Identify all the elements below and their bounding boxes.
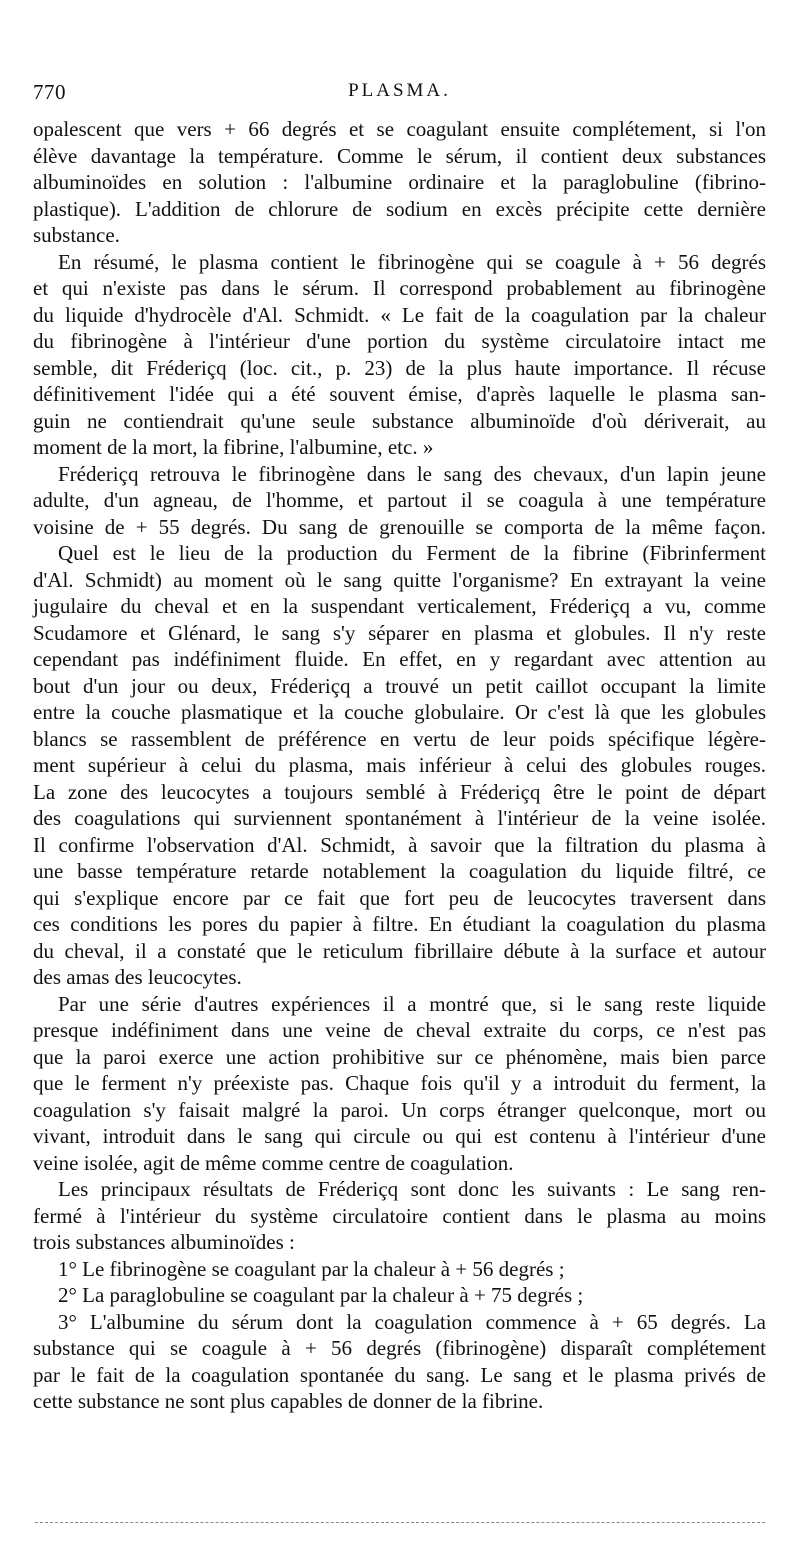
text-line: que le ferment n'y préexiste pas. Chaque fois qu'il y a introduit du ferment, la (33, 1071, 766, 1095)
text-line: coagulation s'y faisait malgré la paroi. Un corps étranger quelconque, mort ou (33, 1097, 766, 1122)
text-line: Il confirme l'observation d'Al. Schmidt, à savoir que la filtration du plasma à (33, 832, 766, 857)
text-line: qui s'explique encore par ce fait que fort peu de leucocytes traversent dans (33, 885, 766, 910)
text-line: substance qui se coagule à + 56 degrés (fibrinogène) disparaît complétement (33, 1336, 766, 1360)
text-line: blancs se rassemblent de préférence en vertu de leur poids spécifique légère- (33, 726, 766, 751)
text-line: et qui n'existe pas dans le sérum. Il correspond probablement au fibrinogène (33, 276, 766, 300)
text-line: 1° Le fibrinogène se coagulant par la chaleur à + 56 degrés ; (58, 1256, 565, 1281)
text-line: du liquide d'hydrocèle d'Al. Schmidt. « Le fait de la coagulation par la chaleur (33, 302, 766, 327)
text-line: des coagulations qui surviennent spontanément à l'intérieur de la veine isolée. (33, 806, 766, 830)
text-line: ment supérieur à celui du plasma, mais inférieur à celui des globules rouges. (33, 753, 766, 777)
book-page (33, 0, 766, 1563)
page-number: 770 (33, 80, 66, 104)
text-line: presque indéfiniment dans une veine de cheval extraite du corps, ce n'est pas (33, 1018, 766, 1042)
text-line: moment de la mort, la fibrine, l'albumine, etc. » (33, 435, 434, 459)
text-line: fermé à l'intérieur du système circulatoire contient dans le plasma au moins (33, 1203, 766, 1228)
page-header (33, 80, 766, 110)
text-line: 3° L'albumine du sérum dont la coagulation commence à + 65 degrés. La (58, 1309, 766, 1334)
footer-rule (35, 1522, 765, 1523)
text-line: Par une série d'autres expériences il a montré que, si le sang reste liquide (58, 991, 766, 1016)
text-line: du fibrinogène à l'intérieur d'une portion du système circulatoire intact me (33, 329, 766, 353)
text-line: Quel est le lieu de la production du Ferment de la fibrine (Fibrinferment (58, 541, 766, 565)
text-line: 2° La paraglobuline se coagulant par la chaleur à + 75 degrés ; (58, 1283, 584, 1307)
text-line: élève davantage la température. Comme le sérum, il contient deux substances (33, 143, 766, 168)
text-line: bout d'un jour ou deux, Fréderiçq a trouvé un petit caillot occupant la limite (33, 673, 766, 698)
text-line: Les principaux résultats de Fréderiçq sont donc les suivants : Le sang ren- (58, 1177, 766, 1201)
text-line: définitivement l'idée qui a été souvent émise, d'après laquelle le plasma san- (33, 382, 766, 406)
text-line: En résumé, le plasma contient le fibrinogène qui se coagule à + 56 degrés (58, 249, 766, 274)
text-line: trois substances albuminoïdes : (33, 1230, 295, 1254)
running-title: PLASMA. (348, 80, 451, 101)
text-line: substance. (33, 223, 120, 247)
text-line: guin ne contiendrait qu'une seule substance albuminoïde d'où dériverait, au (33, 408, 766, 433)
text-line: plastique). L'addition de chlorure de sodium en excès précipite cette dernière (33, 196, 766, 221)
text-line: par le fait de la coagulation spontanée du sang. Le sang et le plasma privés de (33, 1362, 766, 1387)
text-line: vivant, introduit dans le sang qui circule ou qui est contenu à l'intérieur d'une (33, 1124, 766, 1148)
text-line: albuminoïdes en solution : l'albumine ordinaire et la paraglobuline (fibrino- (33, 170, 766, 194)
text-line: adulte, d'un agneau, de l'homme, et partout il se coagula à une température (33, 488, 766, 512)
text-line: Fréderiçq retrouva le fibrinogène dans le sang des chevaux, d'un lapin jeune (58, 461, 766, 486)
text-line: jugulaire du cheval et en la suspendant verticalement, Fréderiçq a vu, comme (33, 594, 766, 618)
text-line: cette substance ne sont plus capables de donner de la fibrine. (33, 1389, 544, 1413)
text-line: La zone des leucocytes a toujours semblé à Fréderiçq être le point de départ (33, 779, 766, 804)
text-line: une basse température retarde notablement la coagulation du liquide filtré, ce (33, 859, 766, 883)
text-line: ces conditions les pores du papier à filtre. En étudiant la coagulation du plasma (33, 912, 766, 936)
text-line: voisine de + 55 degrés. Du sang de grenouille se comporta de la même façon. (33, 514, 766, 539)
text-line: d'Al. Schmidt) au moment où le sang quitte l'organisme? En extrayant la veine (33, 567, 766, 592)
text-line: veine isolée, agit de même comme centre de coagulation. (33, 1150, 514, 1175)
text-line: Scudamore et Glénard, le sang s'y séparer en plasma et globules. Il n'y reste (33, 620, 766, 645)
text-line: cependant pas indéfiniment fluide. En effet, en y regardant avec attention au (33, 647, 766, 671)
text-line: opalescent que vers + 66 degrés et se coagulant ensuite complétement, si l'on (33, 117, 766, 141)
text-line: des amas des leucocytes. (33, 965, 242, 989)
text-line: semble, dit Fréderiçq (loc. cit., p. 23) de la plus haute importance. Il récuse (33, 355, 766, 380)
text-line: que la paroi exerce une action prohibitive sur ce phénomène, mais bien parce (33, 1044, 766, 1069)
text-line: du cheval, il a constaté que le reticulum fibrillaire débute à la surface et autour (33, 938, 766, 963)
text-line: entre la couche plasmatique et la couche globulaire. Or c'est là que les globules (33, 700, 766, 724)
body-text (33, 116, 766, 1415)
